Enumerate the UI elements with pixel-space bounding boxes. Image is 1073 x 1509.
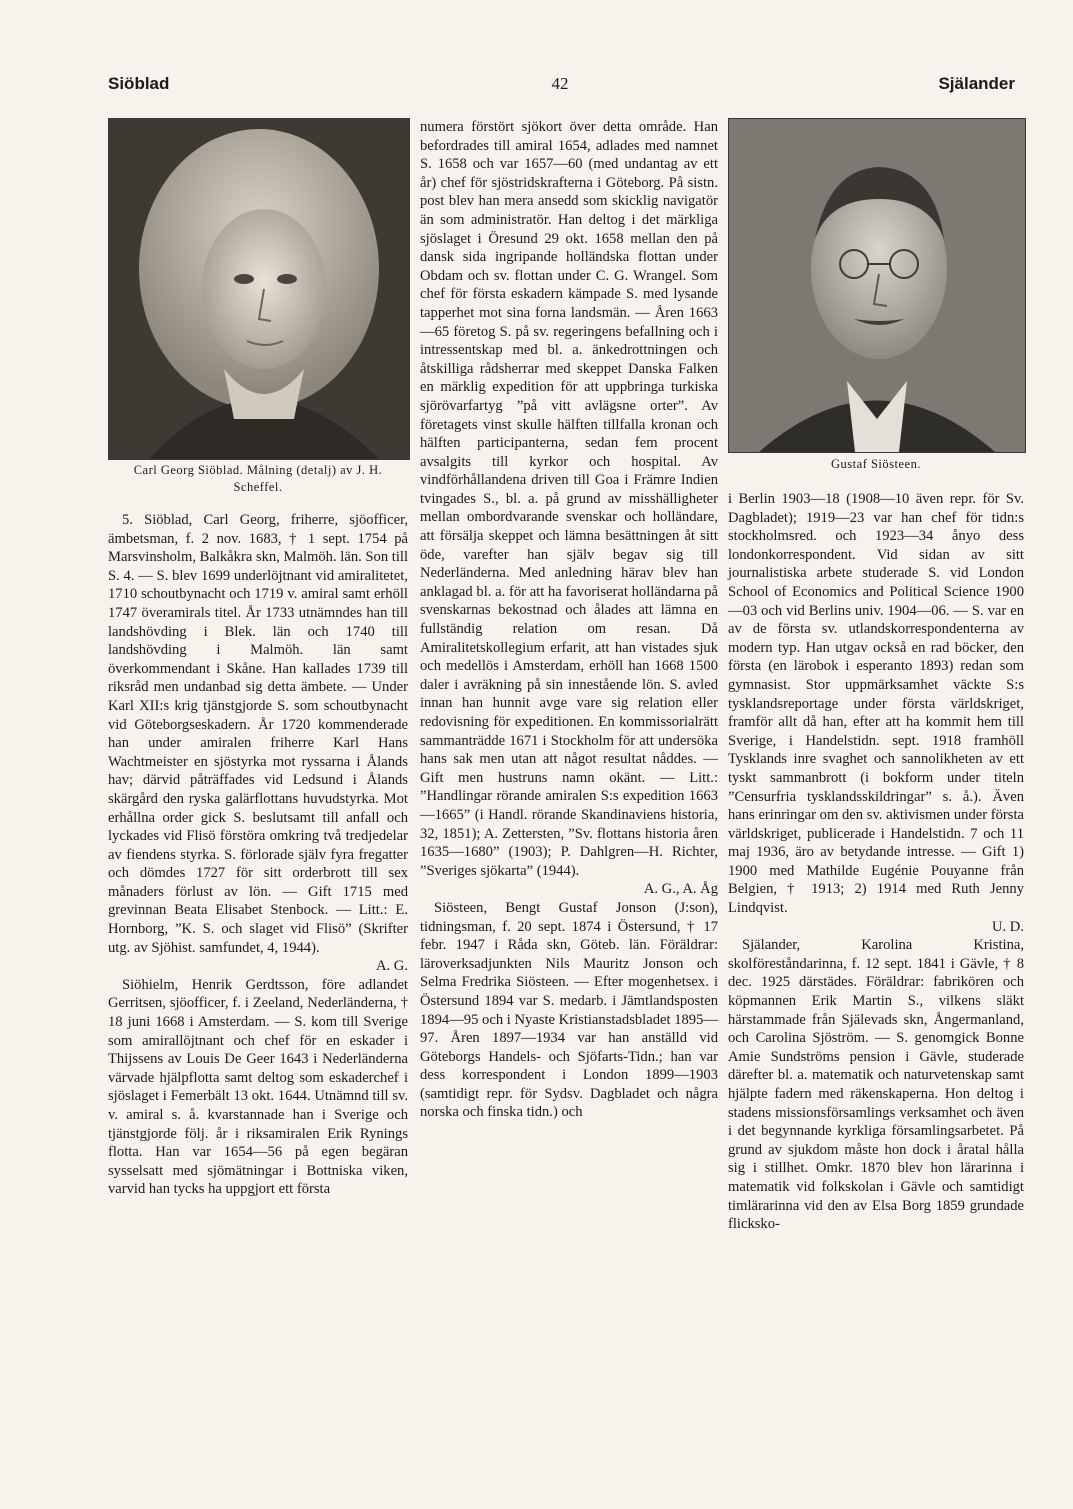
signature-ag-aag: A. G., A. Åg xyxy=(643,881,718,898)
entry-siosteen-continued: i Berlin 1903—18 (1908—10 även repr. för Sv. Dagbladet); 1919—23 var han chef för tidn:s stockholmsred. och 1923—34 ånyo dess londonkorrespondent. Vid sidan av sitt journalistiska arbete studerade S. vid London School of Economics and Political Science 1900—03 och vid Berlins univ. 1904—06. — S. var en av de första sv. utlandskorrespondenterna av modern typ. Han utgav också en rad böcker, den första (en lärobok i esperanto 1893) redan som gymnasist. Stor uppmärksamhet väckte S:s tysklandsreportage under första världskriget, framför allt då han, efter att ha kommit hem till Sverige, i Handelstidn. sept. 1918 framhöll Tysklands inre svaghet och sannolikheten av ett tyskt sammanbrott (i bokform under titeln ”Censurfria tysklandsskildringar” s. å.). Även hans erinringar om den sv. aktivismen under första världskriget, publicerade i Handelstidn. 7 och 11 maj 1936, äro av betydande intresse. — Gift 1) 1900 med Mathilde Eugénie Pouyanne från Belgien, † 1913; 2) 1914 med Ruth Jenny Lindqvist. xyxy=(728,491,1024,917)
portrait-caption-right: Gustaf Siösteen. xyxy=(831,457,921,471)
text-column-3 xyxy=(728,490,1024,1234)
running-head-left: Siöblad xyxy=(108,74,170,93)
entry-siohielm-continued: numera förstört sjökort över detta område. Han befordrades till amiral 1654, adlades med namnet S. 1658 och var 1657—60 (med undantag av ett år) chef för sjöstridskrafterna i Göteborg. På sistn. post blev han mera ansedd som skicklig navigatör än som administratör. Han deltog i det märkliga sjöslaget i Öresund 29 okt. 1658 mellan den på dansk sida ingripande holländska flottan under Obdam och sv. flottan under C. G. Wrangel. Som chef för första eskadern kämpade S. med lysande tapperhet mot sina forna landsmän. — Åren 1663—65 företog S. på sv. regeringens befallning och i intressentskap med bl. a. änkedrottningen och åtskilliga rådsherrar med skeppet Danska Falken en märklig expedition för att uppbringa turkiska sjörövarfartyg ”på vitt avlägsne orter”. Av företagets vinst skulle hälften tillfalla kronan och hälften participanterna, sedan fem procent avsalgits till kyrkor och hospital. Av vindförhållandena driven till Goa i Främre Indien tvingades S., bl. a. på grund av misshälligheter mellan ombordvarande svenskar och holländare, att försälja skeppet och lämna besättningen åt sitt öde, varefter han själv begav sig till Nederländerna. Med anledning härav blev han anklagad bl. a. för att ha favoriserat holländarna på svenskarnas bekostnad och ålades att lämna en fullständig relation om resan. Då Amiralitetskollegium erfarit, att han vistades sjuk och medellös i Amsterdam, erhöll han 1668 1500 daler i avräkning på sin innestående lön. S. avled innan han hunnit avge vare sig relation eller redovisning för expeditionen. En kommissorialrätt sammanträdde 1671 i Stockholm för att undersöka hans sak men utan att något resultat nåddes. — Gift men hustruns namn okänt. — Litt.: ”Handlingar rörande amiralen S:s expedition 1663—1665” (i Handl. rörande Skandinaviens historia, 32, 1851); A. Zettersten, ”Sv. flottans historia åren 1635—1680” (1903); P. Dahlgren—H. Richter, ”Sveriges sjökarta” (1944). xyxy=(420,119,718,879)
entry-siosteen: Siösteen, Bengt Gustaf Jonson (J:son), tidningsman, f. 20 sept. 1874 i Östersund, † 17 febr. 1947 i Råda skn, Göteb. län. Föräldrar: läroverksadjunkten Nils Mauritz Jonson och Selma Fredrika Siösteen. — Efter mogenhetsex. i Östersund 1894 var S. medarb. i Jämtlandsposten 1894—95 och i Nyaste Kristianstadsbladet 1895—97. Åren 1897—1934 var han anställd vid Göteborgs Handels- och Sjöfarts-Tidn.; han var dess korrespondent i London 1899—1903 (samtidigt repr. för Sydsv. Dagbladet och några norska och finska tidn.) och xyxy=(420,899,718,1121)
entry-sjalander: Själander, Karolina Kristina, skolföreståndarinna, f. 12 sept. 1841 i Gävle, † 8 dec. 1925 därstädes. Föräldrar: fabrikören och köpmannen Erik Martin S., vilkens släkt härstammade från Själevads skn, Ångermanland, och Carolina Sjöström. — S. genomgick Bonne Amie Sundströms pension i Gävle, studerade därefter bl. a. matematik och naturvetenskap samt hjälpte fadern med räkenskaperna. Hon deltog i stadens missionsförsamlings verksamhet och även i det begynnande kyrkliga församlingsarbetet. På grund av sjukdom måste hon dock i åratal hålla sig i stillhet. Omkr. 1870 blev hon lärarinna i matematik vid folkskolan i Gävle och samtidigt timlärarinna vid den av Elsa Borg 1859 grundade flicksko- xyxy=(728,937,1024,1233)
entry-sioblad: 5. Siöblad, Carl Georg, friherre, sjöofficer, ämbetsman, f. 2 nov. 1683, † 1 sept. 1754 på Marsvinsholm, Balkåkra skn, Malmöh. län. Son till S. 4. — S. blev 1699 underlöjtnant vid amiralitetet, 1710 schoutbynacht och 1719 v. amiral samt erhöll 1747 överamirals titel. År 1733 utnämndes han till landshövding i Blek. län och 1740 till landshövding i Malmöh. län samt överkommendant i Skåne. Han kallades 1739 till riksråd men undanbad sig detta ämbete. — Under Karl XII:s krig tjänstgjorde S. som schoutbynacht vid Göteborgseskadern. År 1720 kommenderade han under amiralen friherre Karl Hans Wachtmeister en sjöstyrka mot ryssarna i Ålands hav; därvid påträffades vid Ledsund i Ålands skärgård den ryska galärflottans huvudstyrka. Mot erhållna order gick S. beslutsamt till anfall och lyckades vid Flisö förstöra omkring två tredjedelar av fiendens styrka. S. förlorade själv fyra fregatter och dömdes 1727 för sitt orderbrott till sex månaders förlust av lön. — Gift 1715 med grevinnan Beata Elisabet Stenbock. — Litt.: E. Hornborg, ”K. S. och slaget vid Flisö” (Skrifter utg. av Sjöhist. samfundet, 4, 1944). xyxy=(108,512,408,956)
portrait-photo xyxy=(728,118,1026,453)
portrait-caption-left: Carl Georg Siöblad. Målning (detalj) av J. H. Scheffel. xyxy=(133,463,383,494)
signature-ag-1: A. G. xyxy=(375,958,408,975)
entry-siohielm: Siöhielm, Henrik Gerdtsson, före adlandet Gerritsen, sjöofficer, f. i Zeeland, Nederländerna, † 18 juni 1668 i Amsterdam. — S. kom till Sverige som amirallöjtnant och chef för en eskader i Thijssens av Louis De Geer 1643 i Nederländerna värvade hjälpflotta samt deltog som eskaderchef i sjöslaget i Femerbält 13 okt. 1644. Utnämnd till sv. v. amiral s. å. kvarstannade han i Sverige och tjänstgjorde följ. år i riksamiralen Erik Rynings flotta. Han var 1654—56 på egen begäran sysselsatt med sjömätningar i Bottniska viken, varvid han tycks ha uppgjort ett första xyxy=(108,976,408,1198)
portrait-painting-image xyxy=(109,119,409,459)
portrait-photo-image xyxy=(729,119,1025,452)
portrait-painting xyxy=(108,118,410,460)
signature-ud: U. D. xyxy=(991,918,1024,935)
running-head-right: Själander xyxy=(938,74,1015,93)
text-column-1 xyxy=(108,511,408,1199)
page-number: 42 xyxy=(551,74,569,93)
text-column-2 xyxy=(420,118,718,1122)
